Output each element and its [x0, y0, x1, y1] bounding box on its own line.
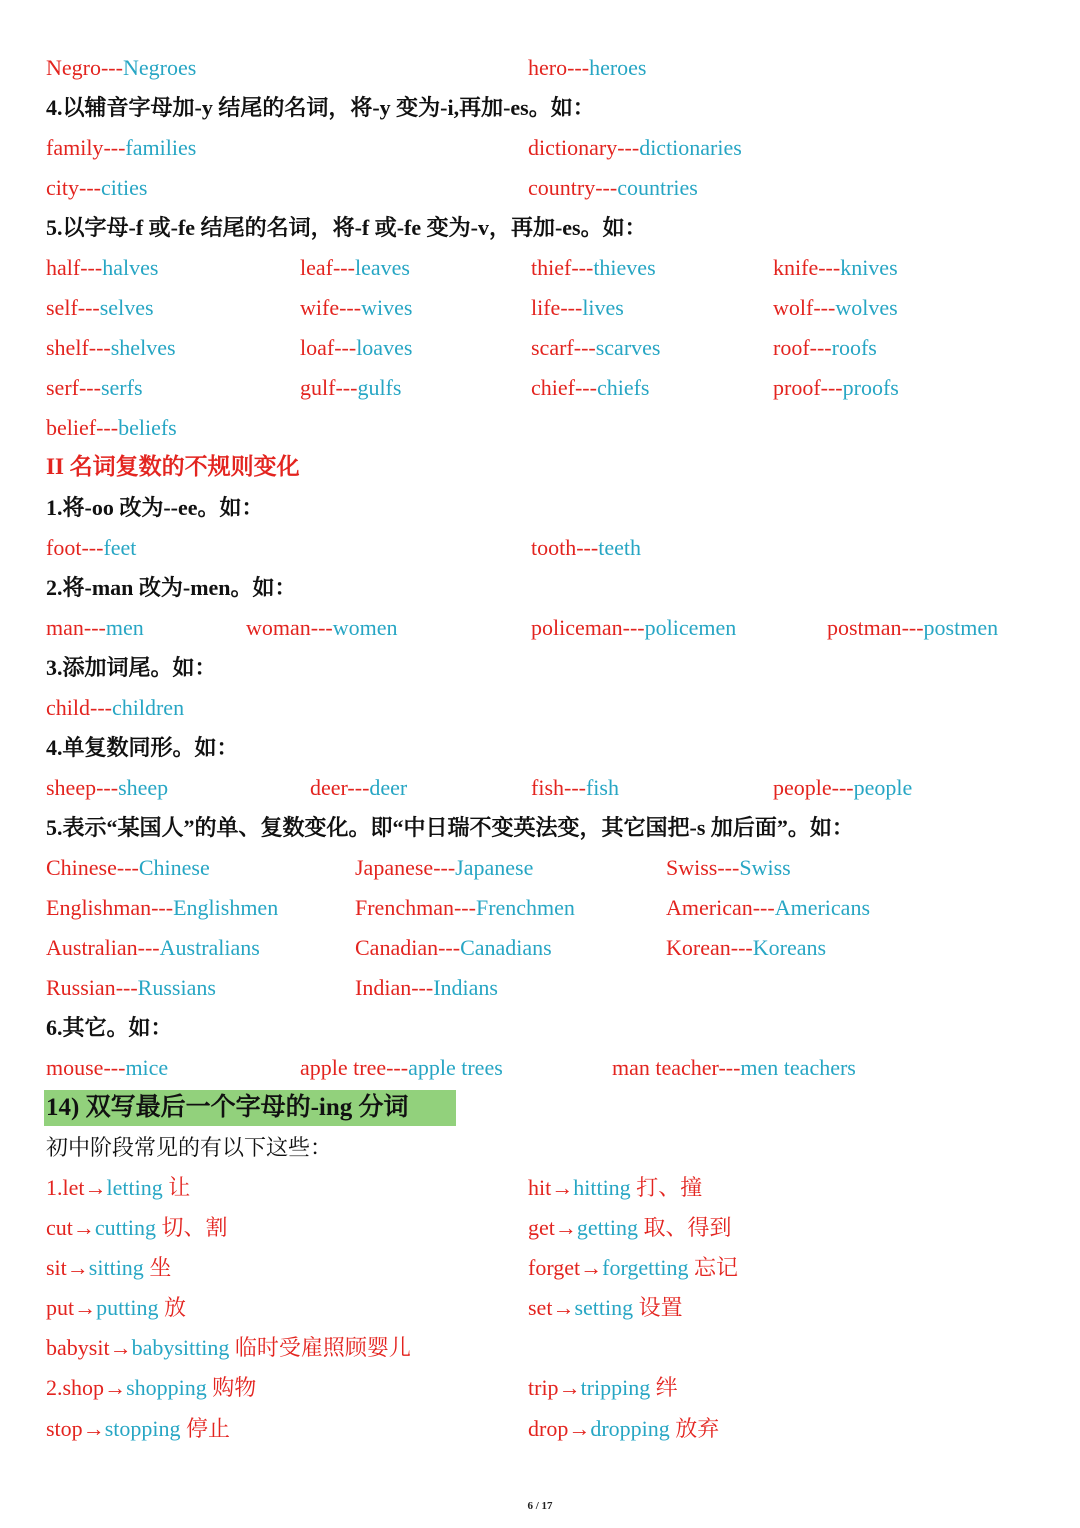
plural-pair: Frenchman---Frenchmen	[355, 895, 575, 920]
ing-form: drop→dropping 放弃	[528, 1416, 720, 1441]
plural-pair: Swiss---Swiss	[666, 855, 791, 880]
plural-pair: loaf---loaves	[300, 335, 413, 360]
plural-pair: Negro---Negroes	[46, 55, 197, 80]
rule-heading: 5.表示“某国人”的单、复数变化。即“中日瑞不变英法变，其它国把-s 加后面”。如：	[46, 815, 854, 840]
plural-pair: man teacher---men teachers	[612, 1055, 856, 1080]
plural-pair: Australian---Australians	[46, 935, 260, 960]
ing-form: stop→stopping 停止	[46, 1416, 230, 1441]
plural-pair: Canadian---Canadians	[355, 935, 552, 960]
page-number: 6 / 17	[527, 1500, 553, 1512]
rule-heading: 2.将-man 改为-men。如：	[46, 575, 297, 600]
plural-pair: man---men	[46, 615, 144, 640]
plural-pair: shelf---shelves	[46, 335, 176, 360]
plural-pair: thief---thieves	[531, 255, 656, 280]
plural-pair: American---Americans	[666, 895, 871, 920]
ing-form: sit→sitting 坐	[46, 1255, 172, 1280]
plural-pair: foot---feet	[46, 535, 137, 560]
intro-text: 初中阶段常见的有以下这些：	[46, 1135, 333, 1160]
ing-form: babysit→babysitting 临时受雇照顾婴儿	[46, 1335, 411, 1360]
ing-form: 1.let→letting 让	[46, 1175, 191, 1200]
ing-form: get→getting 取、得到	[528, 1215, 732, 1240]
rule-heading: 5.以字母-f 或-fe 结尾的名词，将-f 或-fe 变为-v，再加-es。如：	[46, 215, 647, 240]
plural-pair: wolf---wolves	[773, 295, 898, 320]
plural-pair: postman---postmen	[827, 615, 999, 640]
plural-pair: wife---wives	[300, 295, 413, 320]
plural-pair: child---children	[46, 695, 185, 720]
plural-pair: Russian---Russians	[46, 975, 216, 1000]
plural-pair: self---selves	[46, 295, 154, 320]
ing-form: forget→forgetting 忘记	[528, 1255, 739, 1280]
plural-pair: dictionary---dictionaries	[528, 135, 742, 160]
plural-pair: fish---fish	[531, 775, 619, 800]
section-title: II 名词复数的不规则变化	[46, 454, 300, 479]
section-title: 14) 双写最后一个字母的-ing 分词	[46, 1094, 409, 1121]
rule-heading: 4.以辅音字母加-y 结尾的名词，将-y 变为-i,再加-es。如：	[46, 95, 595, 120]
ing-form: trip→tripping 绊	[528, 1375, 678, 1400]
plural-pair: apple tree---apple trees	[300, 1055, 503, 1080]
plural-pair: deer---deer	[310, 775, 408, 800]
plural-pair: woman---women	[246, 615, 398, 640]
rule-heading: 4.单复数同形。如：	[46, 735, 239, 760]
ing-form: set→setting 设置	[528, 1295, 683, 1320]
ing-form: cut→cutting 切、割	[46, 1215, 228, 1240]
plural-pair: life---lives	[531, 295, 624, 320]
ing-form: put→putting 放	[46, 1295, 186, 1320]
plural-pair: leaf---leaves	[300, 255, 410, 280]
plural-pair: country---countries	[528, 175, 698, 200]
plural-pair: city---cities	[46, 175, 148, 200]
plural-pair: knife---knives	[773, 255, 898, 280]
ing-form: 2.shop→shopping 购物	[46, 1375, 257, 1400]
plural-pair: policeman---policemen	[531, 615, 737, 640]
plural-pair: Englishman---Englishmen	[46, 895, 279, 920]
plural-pair: Indian---Indians	[355, 975, 498, 1000]
plural-pair: people---people	[773, 775, 913, 800]
plural-pair: scarf---scarves	[531, 335, 661, 360]
plural-pair: roof---roofs	[773, 335, 877, 360]
plural-pair: chief---chiefs	[531, 375, 650, 400]
plural-pair: Korean---Koreans	[666, 935, 827, 960]
rule-heading: 3.添加词尾。如：	[46, 655, 217, 680]
plural-pair: mouse---mice	[46, 1055, 169, 1080]
plural-pair: belief---beliefs	[46, 415, 177, 440]
plural-pair: proof---proofs	[773, 375, 899, 400]
plural-pair: serf---serfs	[46, 375, 143, 400]
plural-pair: sheep---sheep	[46, 775, 169, 800]
plural-pair: Japanese---Japanese	[355, 855, 534, 880]
plural-pair: hero---heroes	[528, 55, 647, 80]
plural-pair: tooth---teeth	[531, 535, 641, 560]
plural-pair: family---families	[46, 135, 197, 160]
rule-heading: 1.将-oo 改为--ee。如：	[46, 495, 264, 520]
plural-pair: gulf---gulfs	[300, 375, 402, 400]
ing-form: hit→hitting 打、撞	[528, 1175, 703, 1200]
plural-pair: Chinese---Chinese	[46, 855, 210, 880]
plural-pair: half---halves	[46, 255, 159, 280]
rule-heading: 6.其它。如：	[46, 1015, 173, 1040]
